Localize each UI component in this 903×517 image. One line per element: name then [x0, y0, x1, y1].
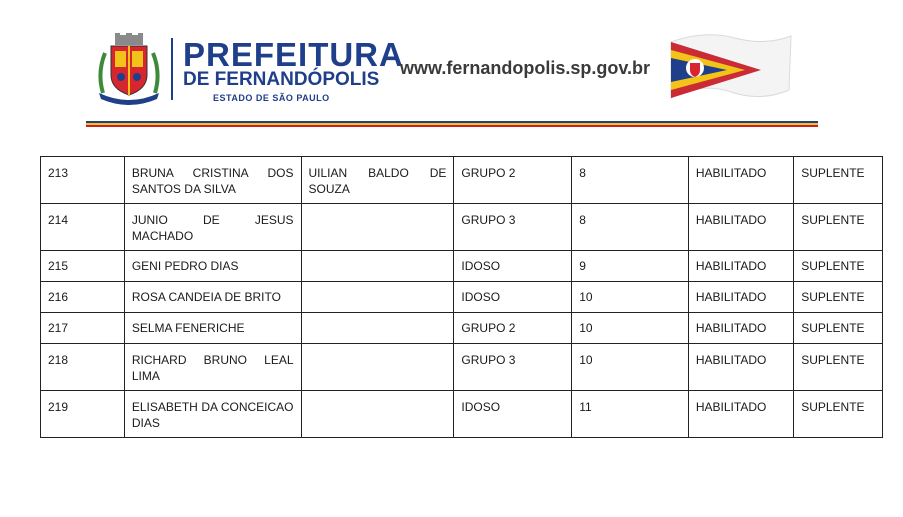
municipal-crest-icon — [95, 33, 163, 105]
cell-group: GRUPO 3 — [454, 204, 572, 251]
cell-group: GRUPO 2 — [454, 157, 572, 204]
cell-name: BRUNA CRISTINA DOS SANTOS DA SILVA — [124, 157, 301, 204]
cell-score: 8 — [572, 157, 689, 204]
cell-score: 10 — [572, 344, 689, 391]
cell-group: IDOSO — [454, 251, 572, 282]
cell-status: HABILITADO — [688, 251, 793, 282]
cell-score: 10 — [572, 282, 689, 313]
cell-companion — [301, 251, 454, 282]
table-row — [41, 344, 883, 391]
cell-score: 8 — [572, 204, 689, 251]
cell-number: 216 — [41, 282, 125, 313]
table-row — [41, 313, 883, 344]
candidates-table — [40, 156, 883, 438]
cell-classification: SUPLENTE — [794, 282, 883, 313]
cell-group: GRUPO 3 — [454, 344, 572, 391]
website-url[interactable]: www.fernandopolis.sp.gov.br — [400, 58, 651, 78]
cell-name: ROSA CANDEIA DE BRITO — [124, 282, 301, 313]
cell-number: 213 — [41, 157, 125, 204]
cell-number: 219 — [41, 391, 125, 438]
cell-companion: UILIAN BALDO DE SOUZA — [301, 157, 454, 204]
cell-name: RICHARD BRUNO LEAL LIMA — [124, 344, 301, 391]
cell-number: 215 — [41, 251, 125, 282]
cell-classification: SUPLENTE — [794, 391, 883, 438]
cell-classification: SUPLENTE — [794, 157, 883, 204]
cell-group: IDOSO — [454, 282, 572, 313]
cell-score: 10 — [572, 313, 689, 344]
letterhead — [0, 0, 903, 130]
cell-classification: SUPLENTE — [794, 313, 883, 344]
cell-number: 218 — [41, 344, 125, 391]
cell-status: HABILITADO — [688, 204, 793, 251]
cell-group: GRUPO 2 — [454, 313, 572, 344]
cell-score: 11 — [572, 391, 689, 438]
cell-status: HABILITADO — [688, 344, 793, 391]
cell-score: 9 — [572, 251, 689, 282]
cell-status: HABILITADO — [688, 282, 793, 313]
table-row — [41, 204, 883, 251]
brand-title: PREFEITURA — [183, 36, 404, 73]
cell-classification: SUPLENTE — [794, 204, 883, 251]
cell-number: 217 — [41, 313, 125, 344]
cell-number: 214 — [41, 204, 125, 251]
table-row — [41, 282, 883, 313]
cell-name: SELMA FENERICHE — [124, 313, 301, 344]
cell-status: HABILITADO — [688, 313, 793, 344]
cell-companion — [301, 344, 454, 391]
cell-companion — [301, 391, 454, 438]
brand-subtitle: DE FERNANDÓPOLIS — [183, 69, 380, 90]
header-divider — [171, 38, 173, 100]
table-row — [41, 251, 883, 282]
municipal-flag-icon — [665, 28, 795, 110]
cell-status: HABILITADO — [688, 157, 793, 204]
color-stripe — [86, 121, 818, 127]
cell-name: GENI PEDRO DIAS — [124, 251, 301, 282]
cell-classification: SUPLENTE — [794, 251, 883, 282]
cell-name: JUNIO DE JESUS MACHADO — [124, 204, 301, 251]
table-row — [41, 157, 883, 204]
cell-companion — [301, 282, 454, 313]
cell-group: IDOSO — [454, 391, 572, 438]
cell-name: ELISABETH DA CONCEICAO DIAS — [124, 391, 301, 438]
cell-companion — [301, 204, 454, 251]
cell-companion — [301, 313, 454, 344]
table-row — [41, 391, 883, 438]
cell-status: HABILITADO — [688, 391, 793, 438]
cell-classification: SUPLENTE — [794, 344, 883, 391]
brand-state: ESTADO DE SÃO PAULO — [213, 93, 330, 103]
